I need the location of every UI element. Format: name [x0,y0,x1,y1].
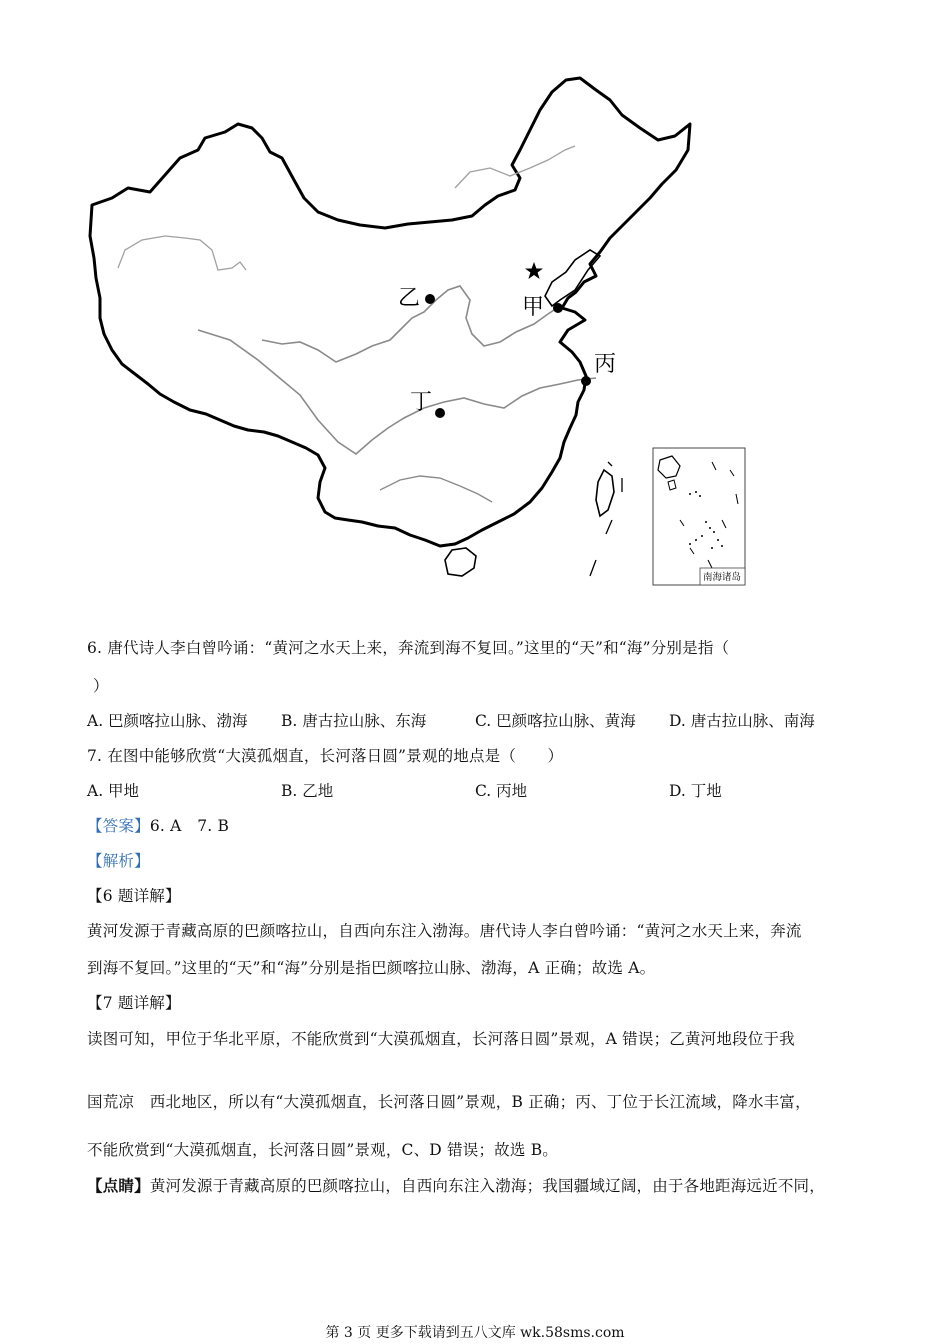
q7-option-c: C. 丙地 [475,782,528,800]
detail7-line-3: 不能欣赏到“大漠孤烟直，长河落日圆”景观，C、D 错误；故选 B。 [87,1141,558,1159]
q7-option-d: D. 丁地 [669,782,722,800]
location-yi-dot [425,294,435,304]
q6-stem: 6. 唐代诗人李白曾吟诵：“黄河之水天上来，奔流到海不复回。”这里的“天”和“海”分别是指（ [87,639,730,657]
detail6-title: 【6 题详解】 [87,887,181,905]
location-ding-dot [435,408,445,418]
q6-option-c: C. 巴颜喀拉山脉、黄海 [475,712,636,730]
taiwan-island [596,470,614,516]
country-border [90,78,690,546]
location-bing-dot [581,376,591,386]
label-bing: 丙 [594,352,617,377]
q6-option-b: B. 唐古拉山脉、东海 [281,712,427,730]
tip-label: 【点睛】 [87,1176,150,1195]
q6-option-a: A. 巴颜喀拉山脉、渤海 [87,712,248,730]
detail7-title: 【7 题详解】 [87,994,181,1012]
yangtze-river [198,330,596,454]
answer-label: 【答案】 [87,817,150,835]
label-ding: 丁 [410,390,433,415]
south-china-sea-inset [653,448,745,585]
analysis-label: 【解析】 [87,852,150,870]
answer-line [87,816,229,836]
q6-option-d: D. 唐古拉山脉、南海 [669,712,815,730]
tip-line [87,1176,825,1196]
q6-stem-end: ） [93,677,109,695]
detail6-line-1: 黄河发源于青藏高原的巴颜喀拉山，自西向东注入渤海。唐代诗人李白曾吟诵：“黄河之水天上来，奔流 [87,922,802,940]
q7-option-b: B. 乙地 [281,782,334,800]
label-jia: 甲 [522,295,545,320]
detail6-line-2: 到海不复回。”这里的“天”和“海”分别是指巴颜喀拉山脉、渤海，A 正确；故选 A。 [87,959,656,977]
pearl-river [380,476,492,502]
label-yi: 乙 [398,286,421,311]
q7-stem: 7. 在图中能够欣赏“大漠孤烟直，长河落日圆”景观的地点是（ ） [87,747,564,765]
location-jia-dot [553,303,563,313]
inset-label: 南海诸岛 [703,572,742,583]
capital-star-icon [525,262,543,279]
detail7-line-2: 国荒凉 西北地区，所以有“大漠孤烟直，长河落日圆”景观，B 正确；丙、丁位于长江流域，降水丰富， [87,1093,811,1111]
heilong-river [455,146,575,188]
answer-text: 6. A 7. B [149,817,230,835]
page-footer: 第 3 页 更多下载请到五八文库 wk.58sms.com [325,1325,625,1341]
china-map [80,70,760,590]
hainan-island [445,548,476,576]
detail7-line-1: 读图可知，甲位于华北平原，不能欣赏到“大漠孤烟直，长河落日圆”景观，A 错误；乙黄河地段位于我 [87,1030,795,1048]
q7-option-a: A. 甲地 [87,782,140,800]
western-river [118,236,246,270]
tip-text: 黄河发源于青藏高原的巴颜喀拉山，自西向东注入渤海；我国疆域辽阔，由于各地距海远近不同， [149,1177,825,1195]
